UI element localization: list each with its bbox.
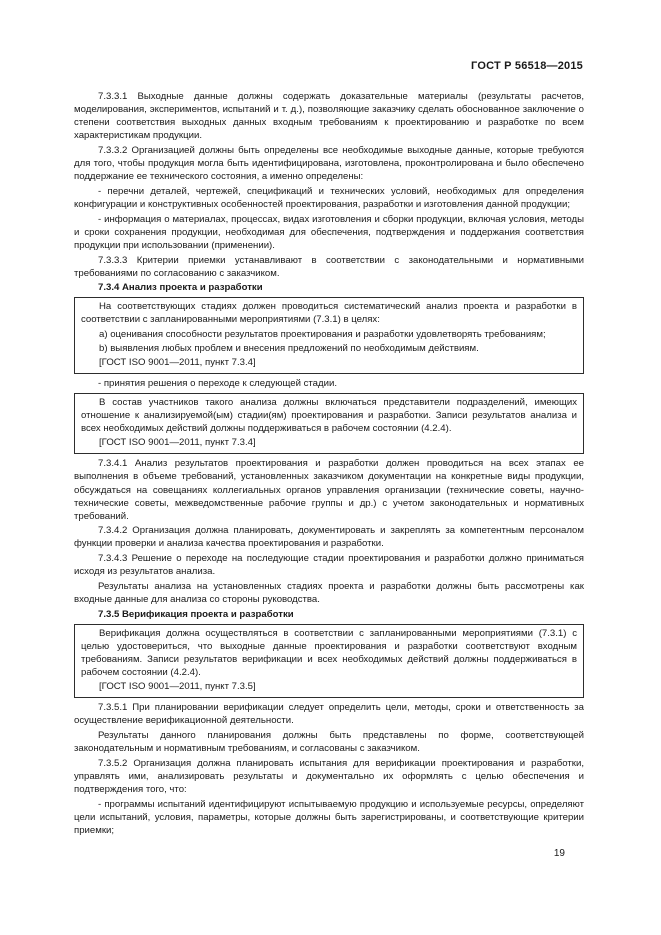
paragraph: Результаты анализа на установленных стадиях проекта и разработки должны быть рассмотрены как входные данные для анализа со стороны руководства. — [74, 580, 584, 606]
paragraph-7-3-4-1: 7.3.4.1 Анализ результатов проектирования и разработки должен проводиться на всех этапах ее выполнения в объеме требований, установленных заказчиком документации на конкретные виды продукции, обсуждаться на совещаниях коллегиальных органов управления организации (технические советы, научно-технические советы, межведомственные рабочие группы и др.) с учетом законодательных и нормативных требований. — [74, 458, 584, 522]
section-heading-7-3-5: 7.3.5 Верификация проекта и разработки — [98, 608, 294, 620]
paragraph-7-3-5-2: 7.3.5.2 Организация должна планировать испытания для верификации проектирования и разработки, управлять ими, анализировать результаты и документально их оформлять с целью обеспечения и подтверждения того, что: — [74, 757, 584, 796]
quote-list-item: а) оценивания способности результатов проектирования и разработки удовлетворять требованиям; — [99, 328, 546, 340]
list-item: - программы испытаний идентифицируют испытываемую продукцию и используемые ресурсы, определяют цели испытаний, условия, параметры, которые должны быть зарегистрированы, и соответствующие критерии приемки; — [74, 798, 584, 836]
list-item: - перечни деталей, чертежей, спецификаций и технических условий, необходимых для определения конфигурации и конструктивных особенностей проектирования, разработки и изготовления данной продукции; — [74, 185, 584, 210]
quote-box-iso-7-3-5 — [74, 624, 584, 698]
list-item: - информация о материалах, процессах, видах изготовления и сборки продукции, включая условия, методы и сроки сохранения продукции, необходимая для обеспечения, подтверждения и поддержания соответствия продукции при использовании (применении). — [74, 213, 584, 251]
list-item: - принятия решения о переходе к следующей стадии. — [98, 377, 337, 389]
quote-box-iso-7-3-4-cont — [74, 393, 584, 454]
paragraph-7-3-5-1: 7.3.5.1 При планировании верификации следует определить цели, методы, сроки и ответственность за осуществление верификационной деятельности. — [74, 702, 584, 727]
quote-paragraph: На соответствующих стадиях должен проводиться систематический анализ проекта и разработки в соответствии с запланированными мероприятиями (7.3.1) в целях: — [81, 301, 577, 326]
quote-reference: [ГОСТ ISO 9001—2011, пункт 7.3.4] — [99, 437, 256, 449]
paragraph-7-3-3-3: 7.3.3.3 Критерии приемки устанавливают в соответствии с законодательными и нормативными требованиями по согласованию с заказчиком. — [74, 254, 584, 279]
standard-header: ГОСТ Р 56518—2015 — [471, 60, 583, 72]
quote-box-iso-7-3-4 — [74, 297, 584, 373]
quote-paragraph: В состав участников такого анализа должны включаться представители подразделений, имеющих отношение к анализируемой(ым) стадии(ям) проектирования и разработки. Записи результатов анализа и всех необходимых действий должны поддерживаться в рабочем состоянии (4.2.4). — [81, 396, 577, 435]
document-body — [74, 90, 584, 839]
quote-reference: [ГОСТ ISO 9001—2011, пункт 7.3.5] — [99, 681, 256, 693]
quote-list-item: b) выявления любых проблем и внесения предложений по необходимым действиям. — [99, 342, 479, 354]
section-heading-7-3-4: 7.3.4 Анализ проекта и разработки — [98, 282, 263, 294]
quote-paragraph: Верификация должна осуществляться в соответствии с запланированными мероприятиями (7.3.1) с целью удостовериться, что выходные данные проектирования и разработки соответствуют входным требованиям. Записи результатов верификации и всех необходимых действий должны поддерживаться в рабочем состоянии (4.2.4). — [81, 627, 577, 679]
paragraph-7-3-4-3: 7.3.4.3 Решение о переходе на последующие стадии проектирования и разработки должно приниматься исходя из результатов анализа. — [74, 553, 584, 578]
paragraph-7-3-4-2: 7.3.4.2 Организация должна планировать, документировать и закреплять за компетентным персоналом функции проверки и анализа качества проектирования и разработки. — [74, 525, 584, 550]
page-number: 19 — [553, 848, 565, 859]
paragraph: Результаты данного планирования должны быть представлены по форме, соответствующей законодательным и нормативным требованиям, и согласованы с заказчиком. — [74, 730, 584, 755]
quote-reference: [ГОСТ ISO 9001—2011, пункт 7.3.4] — [99, 356, 256, 368]
paragraph-7-3-3-2: 7.3.3.2 Организацией должны быть определены все необходимые выходные данные, которые требуются для того, чтобы продукция могла быть идентифицирована, изготовлена, проконтролирована и было обеспечено поддержание ее технического состояния, а именно определены: — [74, 144, 584, 183]
paragraph-7-3-3-1: 7.3.3.1 Выходные данные должны содержать доказательные материалы (результаты расчетов, моделирования, экспериментов, испытаний и т. д.), позволяющие заказчику сделать обоснованное заключение о степени соответствия выходных данных входным требованиям к проектированию и разработке по всем характеристикам продукции. — [74, 91, 584, 142]
